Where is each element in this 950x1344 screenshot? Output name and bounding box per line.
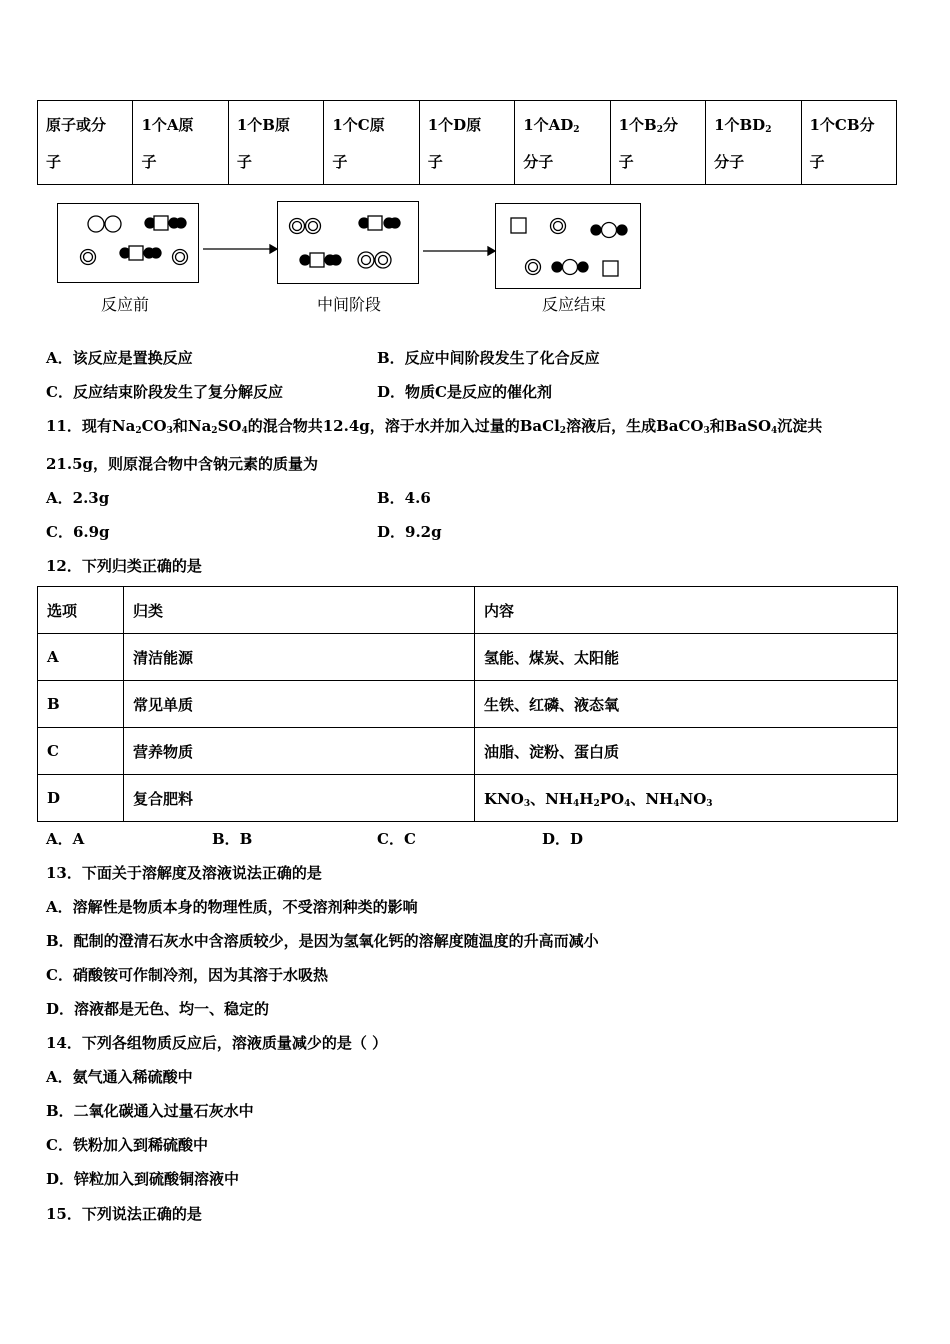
- row-option: D: [38, 775, 124, 822]
- q12-stem: 12．下列归类正确的是: [46, 557, 202, 575]
- d-atom: [173, 250, 188, 265]
- header-category: 归类: [124, 587, 475, 634]
- row-option: A: [38, 634, 124, 681]
- classification-table: [37, 586, 898, 822]
- b2-molecule: [358, 252, 391, 268]
- b2-molecule: [290, 219, 321, 234]
- q15-stem: 15．下列说法正确的是: [46, 1205, 202, 1223]
- q10-option-a: A．该反应是置换反应: [46, 349, 193, 367]
- q10-option-d: D．物质C是反应的催化剂: [377, 383, 552, 401]
- q13-stem: 13．下面关于溶解度及溶液说法正确的是: [46, 864, 322, 882]
- legend-cell: 1个$AD_2$ 分子: [515, 101, 610, 185]
- q14-option-b: B．二氧化碳通入过量石灰水中: [46, 1102, 254, 1120]
- q10-option-b: B．反应中间阶段发生了化合反应: [377, 349, 600, 367]
- legend-cell: 原子或分 子: [38, 101, 133, 185]
- legend-cell: 1个B原 子: [228, 101, 323, 185]
- cb-molecule: [120, 246, 161, 260]
- q11-stem: 11．现有$Na_2CO_3$和$Na_2SO_4$的混合物共12.4g，溶于水并加入过量的BaCl$_2$溶液后，生成BaCO$_3$和BaSO$_4$沉淀共: [46, 417, 823, 436]
- q12-option-a: A．A: [46, 830, 85, 848]
- arrow-icon: [203, 245, 277, 253]
- cb-molecule: [300, 253, 341, 267]
- q11-option-c: C．6.9g: [46, 523, 110, 541]
- q14-option-d: D．锌粒加入到硫酸铜溶液中: [46, 1170, 240, 1188]
- row-option: B: [38, 681, 124, 728]
- legend-cell: 1个$BD_2$ 分子: [706, 101, 801, 185]
- row-option: C: [38, 728, 124, 775]
- row-content: 生铁、红磷、液态氧: [475, 681, 898, 728]
- q12-option-d: D．D: [542, 830, 584, 848]
- caption-intermediate: 中间阶段: [317, 295, 382, 314]
- bd2-molecule: [591, 223, 627, 238]
- q13-option-b: B．配制的澄清石灰水中含溶质较少，是因为氢氧化钙的溶解度随温度的升高而减小: [46, 932, 599, 950]
- table-row: [38, 775, 898, 822]
- q11-option-b: B．4.6: [377, 489, 431, 507]
- q14-option-c: C．铁粉加入到稀硫酸中: [46, 1136, 208, 1154]
- q12-option-b: B．B: [212, 830, 253, 848]
- q11-stem-line2: 21.5g，则原混合物中含钠元素的质量为: [46, 455, 319, 473]
- bd2-molecule: [552, 260, 588, 275]
- row-category: 常见单质: [124, 681, 475, 728]
- row-content: $KNO_3$、$NH_4H_2PO_4$、$NH_4NO_3$: [475, 775, 898, 822]
- row-category: 营养物质: [124, 728, 475, 775]
- table-row: [38, 634, 898, 681]
- d-atom: [551, 219, 566, 234]
- table-row: [38, 681, 898, 728]
- q13-option-c: C．硝酸铵可作制冷剂，因为其溶于水吸热: [46, 966, 328, 984]
- cb-molecule: [359, 216, 400, 230]
- d-atom: [81, 250, 96, 265]
- caption-before: 反应前: [101, 295, 150, 314]
- legend-cell: 1个A原 子: [133, 101, 228, 185]
- row-content: 油脂、淀粉、蛋白质: [475, 728, 898, 775]
- q13-option-a: A．溶解性是物质本身的物理性质，不受溶剂种类的影响: [46, 898, 418, 916]
- table-header-row: [38, 587, 898, 634]
- legend-cell: 1个D原 子: [419, 101, 514, 185]
- q13-option-d: D．溶液都是无色、均一、稳定的: [46, 1000, 270, 1018]
- header-option: 选项: [38, 587, 124, 634]
- c-atom: [511, 218, 526, 233]
- q10-option-c: C．反应结束阶段发生了复分解反应: [46, 383, 283, 401]
- table-row: [38, 728, 898, 775]
- q11-option-d: D．9.2g: [377, 523, 442, 541]
- row-content: 氢能、煤炭、太阳能: [475, 634, 898, 681]
- caption-end: 反应结束: [542, 295, 607, 314]
- b2-molecule: [88, 216, 121, 232]
- q14-option-a: A．氨气通入稀硫酸中: [46, 1068, 193, 1086]
- legend-cell: 1个C原 子: [324, 101, 419, 185]
- row-category: 复合肥料: [124, 775, 475, 822]
- row-category: 清洁能源: [124, 634, 475, 681]
- cb-molecule: [145, 216, 186, 230]
- c-atom: [603, 261, 618, 276]
- d-atom: [526, 260, 541, 275]
- legend-cell: 1个CB分 子: [801, 101, 897, 185]
- legend-cell: 1个$B_2$分 子: [610, 101, 705, 185]
- header-content: 内容: [475, 587, 898, 634]
- arrow-icon: [423, 247, 495, 255]
- q12-option-c: C．C: [377, 830, 416, 848]
- q14-stem: 14．下列各组物质反应后，溶液质量减少的是（ ）: [46, 1034, 388, 1052]
- reaction-molecules-diagram: [0, 0, 950, 320]
- q11-option-a: A．2.3g: [46, 489, 110, 507]
